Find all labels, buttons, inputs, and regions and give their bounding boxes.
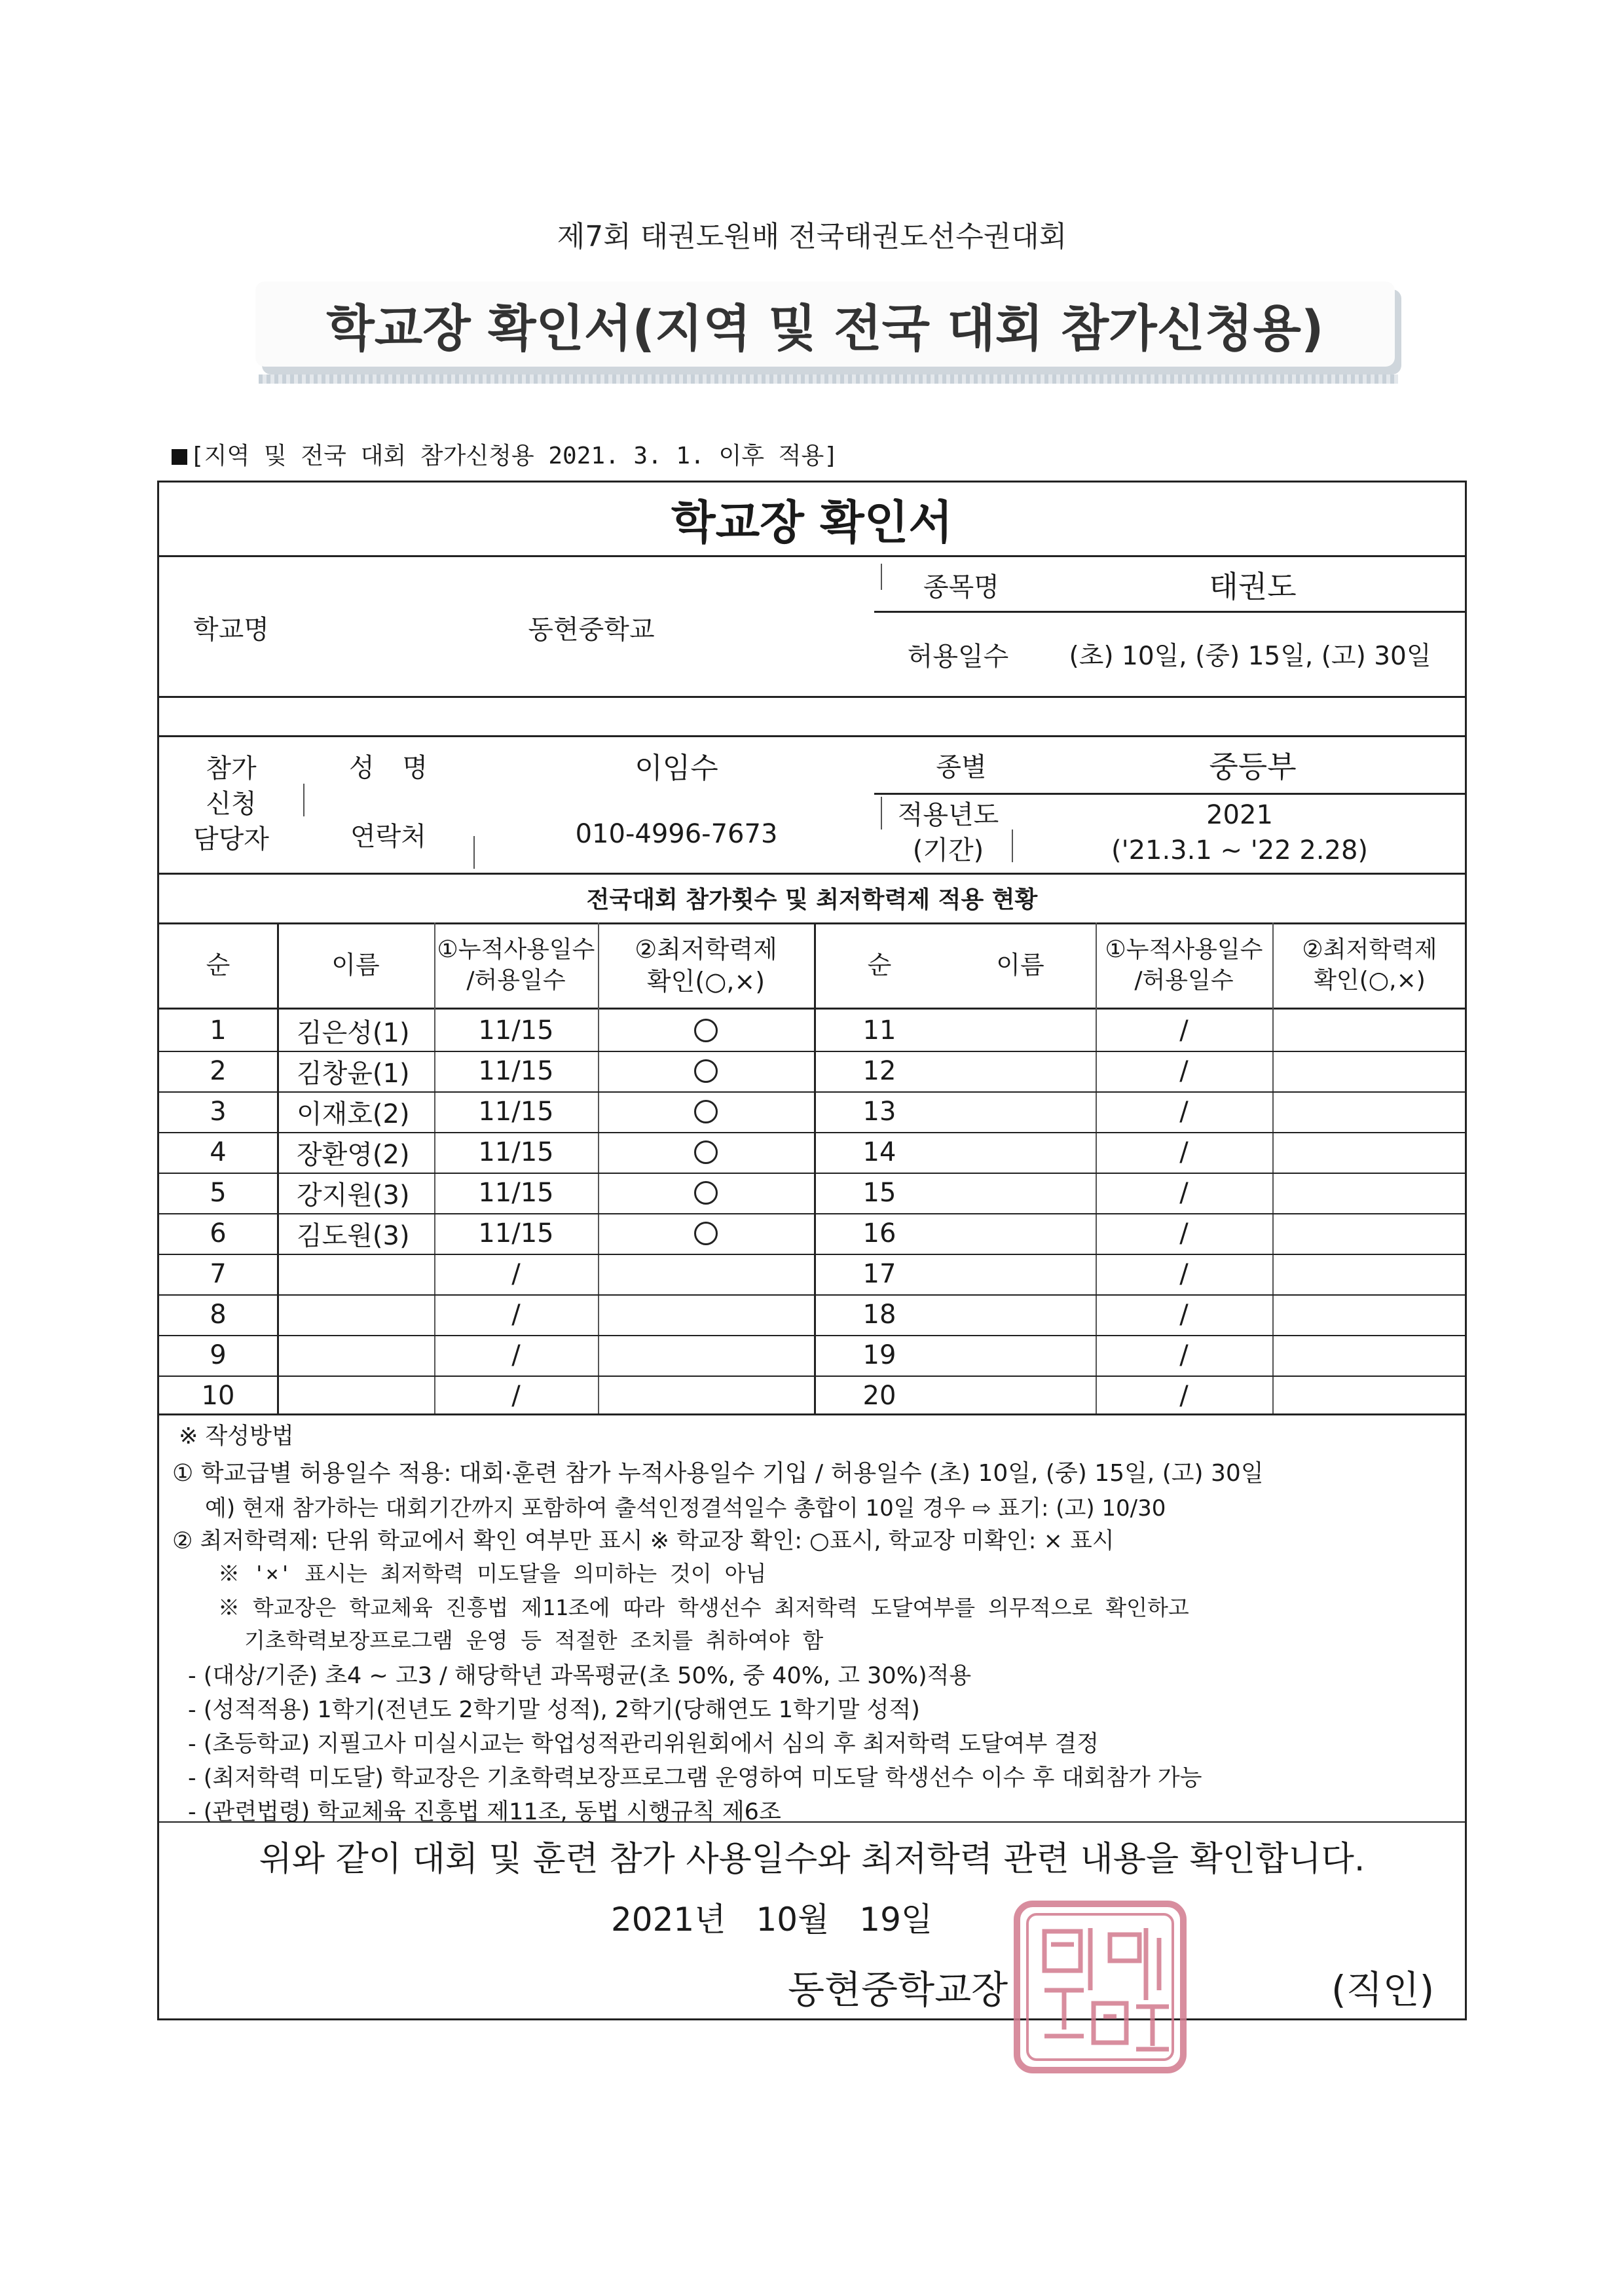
cell-check: [1272, 1091, 1467, 1132]
sport-value: 태권도: [1209, 569, 1297, 604]
cell-no: 14: [862, 1137, 896, 1167]
cell-check: [1272, 1132, 1467, 1173]
cell-no: 17: [862, 1259, 896, 1289]
header-no: 순: [867, 951, 892, 980]
official-seal-stamp: [1012, 1899, 1189, 2075]
cell-check: [598, 1010, 814, 1051]
school-value: 동현중학교: [528, 614, 655, 645]
cell-no: 9: [210, 1340, 227, 1370]
circle-mark-icon: [694, 1222, 718, 1245]
cell-name: [945, 1294, 1096, 1335]
cell-name: 이재호(2): [297, 1099, 410, 1129]
instruction-line: - (대상/기준) 초4 ~ 고3 / 해당학년 과목평균(초 50%, 중 40%, 고 30%)적용: [188, 1663, 972, 1689]
instruction-line: ① 학교급별 허용일수 적용: 대회·훈련 참가 누적사용일수 기입 / 허용일수 (초) 10일, (중) 15일, (고) 30일: [172, 1460, 1264, 1487]
school-label: 학교명: [193, 614, 269, 645]
cell-check: [1272, 1173, 1467, 1213]
header-check: [598, 924, 814, 1008]
status-table-title: 전국대회 참가횟수 및 최저학력제 적용 현황: [586, 886, 1038, 913]
header-check-line: ②최저학력제: [635, 934, 777, 964]
cell-name: [945, 1335, 1096, 1376]
year-label-line: 적용년도: [897, 800, 999, 830]
circle-mark-icon: [694, 1100, 718, 1123]
cell-days: /: [1179, 1300, 1189, 1330]
cell-no: 10: [201, 1381, 235, 1411]
cell-days: /: [1179, 1381, 1189, 1411]
divider: [881, 797, 882, 829]
cell-days: 11/15: [478, 1015, 554, 1046]
header-days-line: /허용일수: [466, 967, 566, 994]
header-days-line: ①누적사용일수: [1105, 936, 1263, 964]
period-value-text: ('21.3.1 ~ '22 2.28): [1111, 835, 1369, 866]
cell-name: [945, 1173, 1096, 1213]
divider: [159, 696, 1465, 698]
year-value: [1014, 794, 1466, 871]
cell-no: 20: [862, 1381, 896, 1411]
cell-check: [598, 1173, 814, 1213]
cell-name: [945, 1254, 1096, 1294]
cell-days: 11/15: [478, 1137, 554, 1167]
cell-no: 12: [862, 1056, 896, 1086]
header-check-line: ②최저학력제: [1302, 936, 1437, 964]
cell-name: [277, 1335, 434, 1376]
allowed-days-label: 허용일수: [907, 641, 1009, 672]
cell-no: 11: [862, 1015, 896, 1046]
header-check: [1272, 924, 1467, 1008]
cell-no: 3: [210, 1097, 227, 1127]
instructions-heading: ※ 작성방법: [179, 1423, 294, 1449]
cell-check: [598, 1213, 814, 1254]
manager-label-line: 담당자: [193, 824, 269, 854]
cell-check: [598, 1376, 814, 1416]
cell-name: [945, 1213, 1096, 1254]
header-days: [434, 924, 598, 1008]
cell-name: 김도원(3): [297, 1220, 410, 1251]
name-value: 이임수: [635, 752, 718, 785]
cell-check: [1272, 1294, 1467, 1335]
cell-check: [598, 1294, 814, 1335]
cell-name: 강지원(3): [297, 1180, 410, 1211]
cell-no: 16: [862, 1218, 896, 1248]
cell-name: 장환영(2): [297, 1139, 410, 1170]
instruction-line: ※ 학교장은 학교체육 진흥법 제11조에 따라 학생선수 최저학력 도달여부를 의무적으로 확인하고: [218, 1595, 1189, 1620]
cell-name: [277, 1376, 434, 1416]
cell-name: [945, 1132, 1096, 1173]
cell-no: 5: [210, 1178, 227, 1208]
instruction-line: - (성적적용) 1학기(전년도 2학기말 성적), 2학기(당해연도 1학기말 성적): [188, 1697, 920, 1723]
event-title: 제7회 태권도원배 전국태권도선수권대회: [557, 220, 1067, 253]
header-no: 순: [206, 951, 231, 980]
instruction-line: ※ '×' 표시는 최저학력 미도달을 의미하는 것이 아님: [218, 1561, 767, 1586]
cell-check: [1272, 1335, 1467, 1376]
divider: [881, 564, 882, 590]
year-label: [883, 794, 1014, 871]
cell-no: 19: [862, 1340, 896, 1370]
cell-days: /: [511, 1340, 521, 1370]
cell-name: [277, 1254, 434, 1294]
circle-mark-icon: [694, 1059, 718, 1083]
header-check-line: 확인(○,×): [1314, 967, 1426, 994]
cell-days: 11/15: [478, 1218, 554, 1248]
manager-label-line: 참가: [206, 754, 257, 784]
cell-check: [598, 1051, 814, 1091]
header-days-line: ①누적사용일수: [437, 936, 595, 964]
category-value: 중등부: [1209, 749, 1297, 784]
sport-label: 종목명: [923, 572, 999, 602]
cell-check: [598, 1254, 814, 1294]
cell-no: 4: [210, 1137, 227, 1167]
cell-check: [598, 1335, 814, 1376]
cell-days: /: [1179, 1218, 1189, 1248]
circle-mark-icon: [694, 1140, 718, 1164]
cell-name: 김창윤(1): [297, 1058, 410, 1089]
manager-label: [159, 735, 303, 873]
header-name: 이름: [996, 951, 1044, 980]
cell-no: 13: [862, 1097, 896, 1127]
manager-label-line: 신청: [206, 789, 257, 819]
cell-no: 6: [210, 1218, 227, 1248]
cell-no: 7: [210, 1259, 227, 1289]
allowed-days-value: (초) 10일, (중) 15일, (고) 30일: [1069, 642, 1431, 671]
circle-mark-icon: [694, 1181, 718, 1205]
header-check-line: 확인(○,×): [646, 967, 766, 996]
header-days: [1096, 924, 1272, 1008]
instruction-line: ② 최저학력제: 단위 학교에서 확인 여부만 표시 ※ 학교장 확인: ○표시, 학교장 미확인: × 표시: [172, 1528, 1115, 1554]
cell-no: 8: [210, 1300, 227, 1330]
header-name: 이름: [331, 951, 380, 980]
cell-name: [945, 1051, 1096, 1091]
cell-days: 11/15: [478, 1178, 554, 1208]
category-label: 종별: [936, 752, 987, 782]
cell-check: [1272, 1010, 1467, 1051]
cell-days: 11/15: [478, 1097, 554, 1127]
cell-days: /: [1179, 1340, 1189, 1370]
cell-no: 2: [210, 1056, 227, 1086]
cell-check: [1272, 1376, 1467, 1416]
cell-days: /: [1179, 1178, 1189, 1208]
divider: [159, 1821, 1465, 1823]
cell-name: [277, 1294, 434, 1335]
title-underline: [259, 374, 1398, 384]
year-value-text: 2021: [1206, 800, 1273, 830]
instruction-line: 기초학력보장프로그램 운영 등 적절한 조치를 취하여야 함: [244, 1628, 824, 1653]
contact-label: 연락처: [350, 821, 426, 852]
cell-no: 18: [862, 1300, 896, 1330]
document-title: 학교장 확인서(지역 및 전국 대회 참가신청용): [326, 299, 1324, 357]
cell-check: [1272, 1213, 1467, 1254]
cell-name: [945, 1010, 1096, 1051]
header-days-line: /허용일수: [1134, 967, 1234, 994]
confirmation-form: [157, 481, 1467, 2020]
cell-check: [1272, 1051, 1467, 1091]
instruction-line: - (관련법령) 학교체육 진흥법 제11조, 동법 시행규칙 제6조: [188, 1799, 781, 1825]
form-title: 학교장 확인서: [159, 483, 1465, 557]
cell-days: /: [1179, 1056, 1189, 1086]
confirmation-date: 2021년 10월 19일: [611, 1901, 933, 1939]
principal-title: 동현중학교장: [788, 1967, 1008, 2012]
instruction-line: - (최저학력 미도달) 학교장은 기초학력보장프로그램 운영하여 미도달 학생선수 이수 후 대회참가 가능: [188, 1765, 1202, 1791]
cell-days: 11/15: [478, 1056, 554, 1086]
cell-days: /: [1179, 1015, 1189, 1046]
divider: [874, 611, 1467, 613]
cell-check: [1272, 1254, 1467, 1294]
circle-mark-icon: [694, 1019, 718, 1042]
year-label-line: (기간): [912, 835, 984, 866]
cell-days: /: [1179, 1137, 1189, 1167]
applicability-note-text: [지역 및 전국 대회 참가신청용 2021. 3. 1. 이후 적용]: [190, 443, 838, 469]
cell-name: 김은성(1): [297, 1017, 410, 1048]
confirmation-statement: 위와 같이 대회 및 훈련 참가 사용일수와 최저학력 관련 내용을 확인합니다.: [259, 1840, 1365, 1879]
cell-days: /: [511, 1381, 521, 1411]
applicability-note: [172, 437, 838, 471]
divider: [159, 1008, 1465, 1010]
cell-check: [598, 1091, 814, 1132]
square-bullet-icon: [172, 449, 187, 465]
name-label: 성 명: [349, 752, 428, 783]
cell-no: 1: [210, 1015, 227, 1046]
official-seal-note: (직인): [1331, 1967, 1435, 2012]
cell-days: /: [511, 1300, 521, 1330]
contact-value: 010-4996-7673: [575, 819, 778, 849]
cell-check: [598, 1132, 814, 1173]
cell-days: /: [511, 1259, 521, 1289]
document-title-banner: [255, 282, 1395, 367]
instruction-line: - (초등학교) 지필고사 미실시교는 학업성적관리위원회에서 심의 후 최저학력 도달여부 결정: [188, 1731, 1099, 1757]
instruction-line: 예) 현재 참가하는 대회기간까지 포함하여 출석인정결석일수 총합이 10일 경우 ⇨ 표기: (고) 10/30: [205, 1495, 1166, 1522]
cell-no: 15: [862, 1178, 896, 1208]
cell-days: /: [1179, 1259, 1189, 1289]
cell-days: /: [1179, 1097, 1189, 1127]
cell-name: [945, 1376, 1096, 1416]
cell-name: [945, 1091, 1096, 1132]
